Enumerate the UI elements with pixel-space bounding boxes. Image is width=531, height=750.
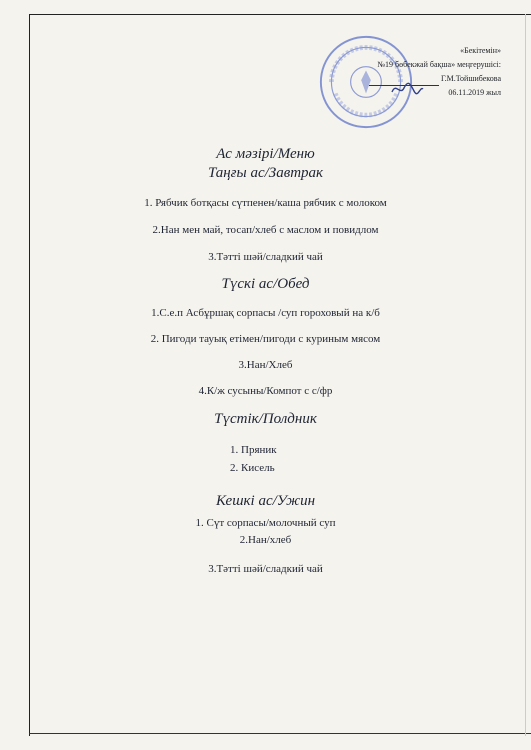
- dinner-item-2: 2.Нан/хлеб: [239, 534, 292, 546]
- breakfast-item-3: 3.Тәтті шәй/сладкий чай: [208, 251, 323, 263]
- snack-title: Түстік/Полдник: [214, 411, 317, 427]
- breakfast-title: Таңғы ас/Завтрак: [207, 165, 324, 181]
- lunch-item-3: 3.Нан/Хлеб: [238, 359, 293, 371]
- snack-list: [230, 441, 277, 477]
- approval-name: Г.М.Тойшибекова: [440, 74, 501, 83]
- breakfast-item-1: 1. Рябчик ботқасы сүтпенен/каша рябчик с молоком: [144, 197, 387, 209]
- page-border-top: [30, 14, 531, 15]
- dinner-title: Кешкі ас/Ужин: [215, 493, 316, 509]
- dinner-item-3: 3.Тәтті шәй/сладкий чай: [208, 563, 323, 575]
- lunch-item-4: 4.К/ж сусыны/Компот с с/фр: [198, 385, 333, 397]
- page-border-right: [525, 14, 526, 736]
- lunch-item-2: 2. Пигоди тауық етімен/пигоди с куриным мясом: [150, 333, 381, 345]
- snack-item-1: 1. Пряник: [230, 444, 277, 456]
- approval-position: №19 бөбекжай бақша» меңгерушісі:: [377, 60, 501, 69]
- lunch-item-1: 1.С.е.п Асбұршақ сорпасы /суп гороховый на к/б: [151, 307, 380, 319]
- menu-title: Ас мәзірі/Меню: [216, 146, 315, 162]
- breakfast-item-2: 2.Нан мен май, тосап/хлеб с маслом и повидлом: [152, 224, 379, 236]
- approval-date: 06.11.2019 жыл: [448, 88, 501, 97]
- handwritten-signature: [390, 80, 424, 98]
- page-border-left: [29, 14, 30, 736]
- approval-title: «Бекітемін»: [460, 46, 501, 55]
- snack-item-2: 2. Кисель: [230, 462, 275, 474]
- dinner-item-1: 1. Сүт сорпасы/молочный суп: [195, 517, 336, 529]
- lunch-title: Түскі ас/Обед: [221, 276, 310, 292]
- page-border-bottom: [29, 733, 531, 734]
